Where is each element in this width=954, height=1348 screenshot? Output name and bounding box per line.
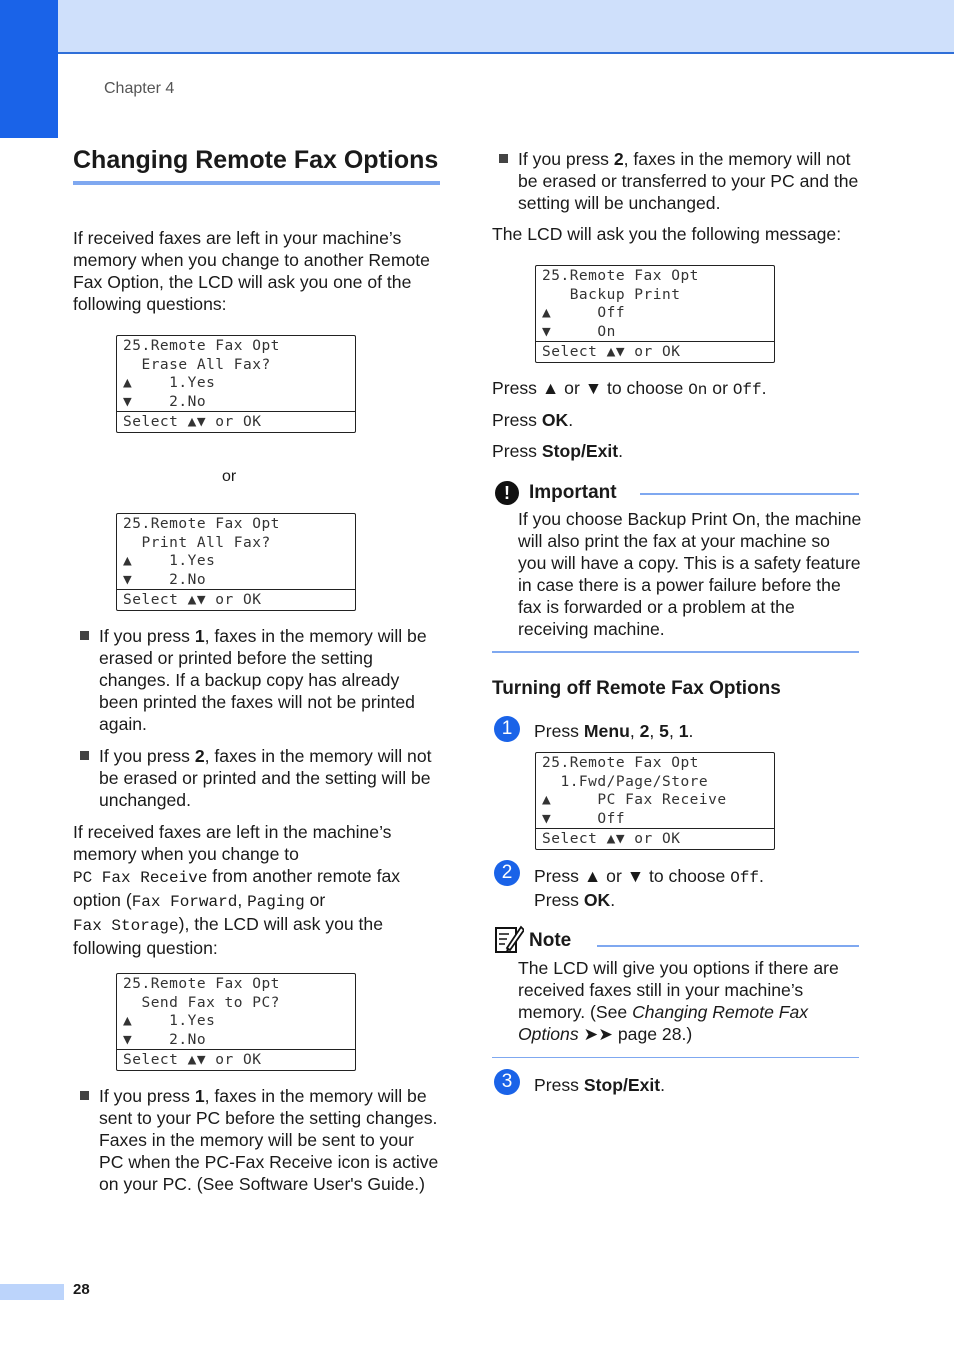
bullet-square-icon — [499, 154, 508, 163]
section-subtitle: Turning off Remote Fax Options — [492, 678, 781, 699]
bullet-press-2-transfer: If you press 2, faxes in the memory will not be erased or transferred to your PC and the setting will be unchanged. — [518, 148, 863, 214]
lcd-backup-print: 25.Remote Fax Opt Backup Print ▲ Off ▼ On Select ▲▼ or OK — [535, 265, 775, 363]
press-ok-line: Press OK. — [492, 410, 574, 430]
page-number: 28 — [73, 1281, 90, 1298]
lcd-fwd-page-store: 25.Remote Fax Opt 1.Fwd/Page/Store ▲ PC Fax Receive ▼ Off Select ▲▼ or OK — [535, 752, 775, 850]
bullet-press-1-send: If you press 1, faxes in the memory will be sent to your PC before the setting changes. Faxes in the memory will be sent to your PC when the PC-Fax Receive icon is active on your PC. (See Software User's Guide.) — [99, 1085, 441, 1195]
note-bottom-rule — [492, 1057, 859, 1058]
bullet-square-icon — [80, 631, 89, 640]
note-title: Note — [529, 930, 572, 951]
important-exclamation-icon: ! — [495, 481, 519, 505]
note-title-rule — [597, 945, 859, 947]
step-1-text: Press Menu, 2, 5, 1. — [534, 721, 694, 741]
bullet-square-icon — [80, 751, 89, 760]
important-bottom-rule — [492, 651, 859, 653]
note-pencil-icon — [494, 924, 524, 954]
bullet-square-icon — [80, 1091, 89, 1100]
intro-paragraph: If received faxes are left in your machine’s memory when you change to another Remote Fax Option, the LCD will ask you one of the following questions: — [73, 228, 430, 314]
bullet-press-2-erase: If you press 2, faxes in the memory will not be erased or printed and the setting will be unchanged. — [99, 745, 441, 811]
lcd-erase-all-fax: 25.Remote Fax Opt Erase All Fax? ▲ 1.Yes ▼ 2.No Select ▲▼ or OK — [116, 335, 356, 433]
step-3-number-icon: 3 — [494, 1069, 520, 1095]
chapter-side-tab — [0, 0, 58, 138]
lcd-send-fax-to-pc: 25.Remote Fax Opt Send Fax to PC? ▲ 1.Yes ▼ 2.No Select ▲▼ or OK — [116, 973, 356, 1071]
chapter-label: Chapter 4 — [104, 80, 175, 97]
page-number-band — [0, 1284, 64, 1300]
step-3-text: Press Stop/Exit. — [534, 1075, 666, 1095]
important-title-rule — [640, 493, 859, 495]
header-band — [0, 0, 954, 54]
step-1-number-icon: 1 — [494, 716, 520, 742]
step-2-text: Press ▲ or ▼ to choose Off. Press OK. — [534, 866, 764, 910]
step-2-number-icon: 2 — [494, 860, 520, 886]
lcd-print-all-fax: 25.Remote Fax Opt Print All Fax? ▲ 1.Yes ▼ 2.No Select ▲▼ or OK — [116, 513, 356, 611]
note-text: The LCD will give you options if there are received faxes still in your machine’s memory. (See Changing Remote Fax Options ➤➤ page 28.) — [518, 958, 839, 1044]
pc-fax-receive-paragraph: If received faxes are left in the machine’s memory when you change to PC Fax Receive from another remote fax option (Fax Forward, Paging or Fax Storage), the LCD will ask you the following question: — [73, 822, 401, 958]
page-title: Changing Remote Fax Options — [73, 145, 440, 185]
bullet-press-1-erase: If you press 1, faxes in the memory will be erased or printed before the setting changes. If a backup copy has already been printed the faxes will not be printed again. — [99, 625, 441, 735]
press-choose-on-off: Press ▲ or ▼ to choose On or Off. — [492, 378, 767, 399]
important-title: Important — [529, 482, 617, 503]
press-stop-exit-line: Press Stop/Exit. — [492, 441, 624, 461]
or-label: or — [222, 468, 237, 485]
lcd-message-intro: The LCD will ask you the following message: — [492, 224, 842, 244]
important-text: If you choose Backup Print On, the machine will also print the fax at your machine so you will have a copy. This is a safety feature in case there is a power failure before the fax is forwarded or a problem at the receiving machine. — [518, 509, 862, 639]
